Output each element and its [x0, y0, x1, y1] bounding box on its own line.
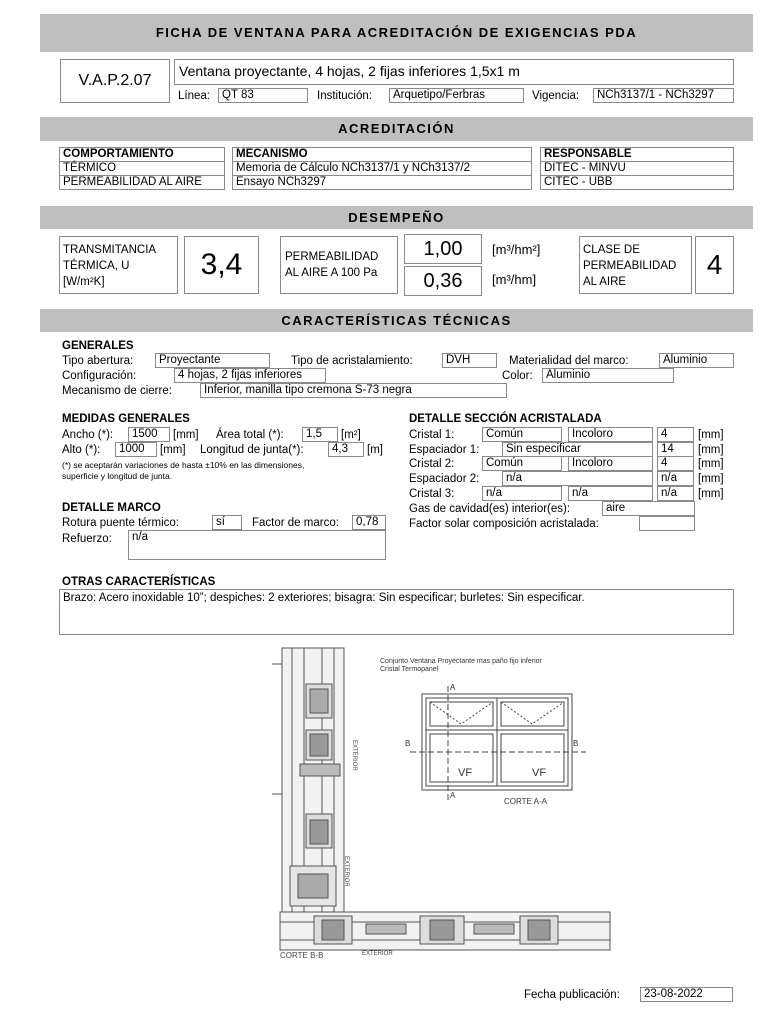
acreditacion-header: ACREDITACIÓN: [40, 117, 753, 141]
label-a-bottom: A: [450, 791, 456, 800]
materialidad-value: Aluminio: [659, 353, 734, 368]
comportamiento-permeabilidad: PERMEABILIDAD AL AIRE: [59, 175, 225, 190]
comportamiento-termico: TÉRMICO: [59, 161, 225, 176]
seccion-row-label: Espaciador 2:: [409, 473, 480, 486]
factor-marco-label: Factor de marco:: [252, 517, 339, 529]
window-technical-drawing: [270, 644, 630, 962]
area-unit: [m²]: [341, 429, 361, 441]
seccion-row-unit: [mm]: [698, 458, 724, 471]
otras-title: OTRAS CARACTERÍSTICAS: [62, 576, 216, 588]
seccion-row-unit: [mm]: [698, 429, 724, 441]
vigencia-value: NCh3137/1 - NCh3297: [593, 88, 734, 103]
tipo-abertura-label: Tipo abertura:: [62, 355, 134, 367]
vigencia-label: Vigencia:: [532, 90, 580, 102]
marco-title: DETALLE MARCO: [62, 502, 161, 514]
seccion-title: DETALLE SECCIÓN ACRISTALADA: [409, 413, 602, 425]
color-value: Aluminio: [542, 368, 674, 383]
seccion-row-material: Común: [482, 456, 562, 471]
gas-value: aire: [602, 501, 695, 516]
window-code: V.A.P.2.07: [78, 72, 152, 89]
alto-unit: [mm]: [160, 444, 186, 456]
configuracion-value: 4 hojas, 2 fijas inferiores: [174, 368, 326, 383]
fecha-value: 23-08-2022: [640, 987, 733, 1002]
seccion-row-value: 4: [657, 456, 694, 471]
perm-unit-2: [m³/hm]: [492, 272, 537, 287]
description-box: [174, 59, 734, 85]
otras-text: Brazo: Acero inoxidable 10”; despiches: 2 exteriores; bisagra: Sin especificar; burletes: Sin especificar.: [63, 592, 585, 604]
generales-title: GENERALES: [62, 340, 134, 352]
clase-value: 4: [706, 249, 723, 280]
alto-value: 1000: [115, 442, 157, 457]
seccion-row-label: Cristal 1:: [409, 429, 455, 441]
transmitancia-label-2: TÉRMICA, U: [63, 260, 130, 272]
permeabilidad-label-box: [280, 236, 398, 294]
drawing-title-1: Conjunto Ventana Proyectante mas paño fijo inferior: [380, 658, 542, 665]
responsable-permeabilidad: CITEC - UBB: [540, 175, 734, 190]
clase-value-box: [695, 236, 734, 294]
medidas-title: MEDIDAS GENERALES: [62, 413, 190, 425]
area-label: Área total (*):: [216, 429, 284, 441]
rotura-label: Rotura puente térmico:: [62, 517, 179, 529]
transmitancia-label-box: [59, 236, 178, 294]
rotura-value: sí: [212, 515, 242, 530]
seccion-row-material: n/a: [502, 471, 653, 486]
label-vf-right: VF: [532, 767, 547, 779]
seccion-row-material: Sin especificar: [502, 442, 653, 457]
institucion-value: Arquetipo/Ferbras: [389, 88, 524, 103]
refuerzo-label: Refuerzo:: [62, 533, 112, 545]
mecanismo-header: MECANISMO: [232, 147, 532, 162]
desempeno-header: DESEMPEÑO: [40, 206, 753, 229]
fecha-label: Fecha publicación:: [524, 989, 620, 1001]
responsable-termico: DITEC - MINVU: [540, 161, 734, 176]
drawing-title-2: Cristal Termopanel: [380, 666, 439, 673]
label-vf-left: VF: [458, 767, 473, 779]
perm-value2-box: [404, 266, 482, 296]
comportamiento-header: COMPORTAMIENTO: [59, 147, 225, 162]
tipo-abertura-value: Proyectante: [155, 353, 270, 368]
alto-label: Alto (*):: [62, 444, 101, 456]
clase-label-2: PERMEABILIDAD: [583, 260, 677, 272]
permeabilidad-label-1: PERMEABILIDAD: [285, 251, 379, 263]
mecanismo-permeabilidad: Ensayo NCh3297: [232, 175, 532, 190]
seccion-row-unit: [mm]: [698, 473, 724, 486]
seccion-row-color: Incoloro: [568, 427, 653, 442]
transmitancia-value-box: [184, 236, 259, 294]
exterior-label-3: EXTERIOR: [362, 951, 393, 957]
ancho-unit: [mm]: [173, 429, 199, 441]
exterior-label-2: EXTERIOR: [343, 856, 349, 887]
window-description: Ventana proyectante, 4 hojas, 2 fijas inferiores 1,5x1 m: [179, 63, 520, 79]
corte-bb-label: CORTE B-B: [280, 951, 324, 960]
perm-unit-1: [m³/hm²]: [492, 242, 541, 257]
junta-value: 4,3: [328, 442, 364, 457]
mecanismo-termico: Memoria de Cálculo NCh3137/1 y NCh3137/2: [232, 161, 532, 176]
ancho-label: Ancho (*):: [62, 429, 114, 441]
factor-solar-value: [639, 516, 695, 531]
perm-value1-box: [404, 234, 482, 264]
seccion-row-color: n/a: [568, 486, 653, 501]
code-box: [60, 59, 170, 103]
ancho-value: 1500: [128, 427, 170, 442]
mecanismo-cierre-label: Mecanismo de cierre:: [62, 385, 172, 397]
clase-label-1: CLASE DE: [583, 244, 640, 256]
linea-label: Línea:: [178, 90, 210, 102]
tipo-acristalamiento-label: Tipo de acristalamiento:: [291, 355, 413, 367]
label-a-top: A: [450, 683, 456, 692]
seccion-row-value: n/a: [657, 471, 694, 486]
junta-unit: [m]: [367, 444, 383, 456]
exterior-label-1: EXTERIOR: [351, 740, 357, 771]
gas-label: Gas de cavidad(es) interior(es):: [409, 503, 571, 515]
perm-value-1: 1,00: [423, 238, 463, 260]
clase-label-3: AL AIRE: [583, 276, 627, 288]
mecanismo-cierre-value: Inferior, manilla tipo cremona S-73 negra: [200, 383, 507, 398]
seccion-row-unit: [mm]: [698, 487, 724, 500]
page-title: FICHA DE VENTANA PARA ACREDITACIÓN DE EXIGENCIAS PDA: [40, 14, 753, 52]
seccion-row-value: n/a: [657, 486, 694, 501]
medidas-note-1: (*) se aceptarán variaciones de hasta ±10% en las dimensiones,: [62, 460, 305, 470]
linea-value: QT 83: [218, 88, 308, 103]
seccion-row-material: Común: [482, 427, 562, 442]
seccion-row-unit: [mm]: [698, 443, 724, 456]
caracteristicas-header: CARACTERÍSTICAS TÉCNICAS: [40, 309, 753, 332]
perm-value-2: 0,36: [423, 270, 463, 292]
factor-solar-label: Factor solar composición acristalada:: [409, 518, 599, 530]
junta-label: Longitud de junta(*):: [200, 444, 304, 456]
transmitancia-value: 3,4: [200, 248, 243, 281]
color-label: Color:: [502, 370, 533, 382]
seccion-row-color: Incoloro: [568, 456, 653, 471]
refuerzo-value: n/a: [128, 530, 386, 560]
area-value: 1,5: [302, 427, 338, 442]
transmitancia-label-3: [W/m²K]: [63, 276, 105, 288]
clase-label-box: [579, 236, 692, 294]
transmitancia-label-1: TRANSMITANCIA: [63, 244, 157, 256]
label-b-right: B: [573, 739, 579, 748]
seccion-row-label: Cristal 2:: [409, 458, 455, 471]
corte-aa-label: CORTE A-A: [504, 797, 547, 806]
seccion-row-label: Espaciador 1:: [409, 443, 480, 456]
seccion-row-label: Cristal 3:: [409, 487, 455, 500]
permeabilidad-label-2: AL AIRE A 100 Pa: [285, 267, 378, 279]
seccion-row-value: 4: [657, 427, 694, 442]
medidas-note-2: superficie y longitud de junta.: [62, 471, 173, 481]
tipo-acristalamiento-value: DVH: [442, 353, 497, 368]
otras-box: [59, 589, 734, 635]
seccion-row-value: 14: [657, 442, 694, 457]
seccion-row-material: n/a: [482, 486, 562, 501]
materialidad-label: Materialidad del marco:: [509, 355, 629, 367]
configuracion-label: Configuración:: [62, 370, 137, 382]
label-b-left: B: [405, 739, 411, 748]
factor-marco-value: 0,78: [352, 515, 386, 530]
institucion-label: Institución:: [317, 90, 372, 102]
responsable-header: RESPONSABLE: [540, 147, 734, 162]
